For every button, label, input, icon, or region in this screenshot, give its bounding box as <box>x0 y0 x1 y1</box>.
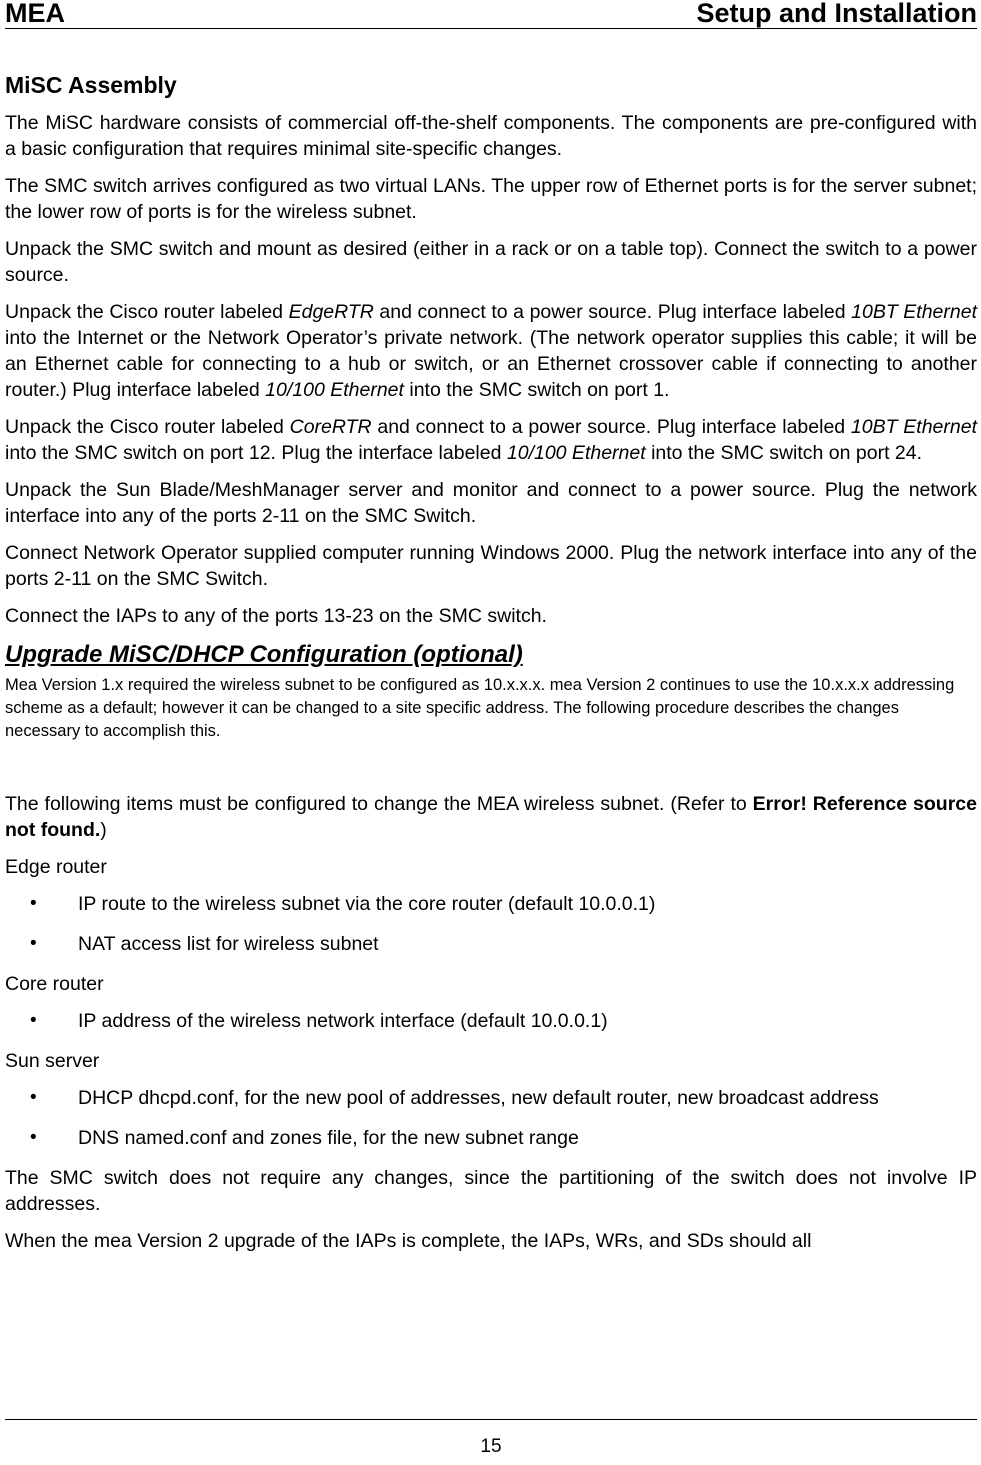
list-item-text: IP route to the wireless subnet via the core router (default 10.0.0.1) <box>78 893 656 915</box>
page-number: 15 <box>480 1436 502 1457</box>
error-reference: Error! Reference source not found. <box>5 793 977 841</box>
text-run: Unpack the Cisco router labeled <box>5 416 290 438</box>
header-left: MEA <box>5 0 65 28</box>
italic-run: CoreRTR <box>289 416 372 438</box>
paragraph-edge-router <box>5 299 977 403</box>
sun-server-list <box>5 1085 977 1151</box>
section-title: MiSC Assembly <box>5 72 177 98</box>
text-run: into the Internet or the Network Operator’s private network. (The network operator supplies this cable; it will be an Ethernet cable for connecting to a hub or switch, or an Ethernet crossover cable if connecting to another router.) Plug interface labeled <box>5 327 977 401</box>
list-item <box>5 891 977 917</box>
edge-router-list <box>5 891 977 957</box>
italic-run: 10BT Ethernet <box>850 416 977 438</box>
italic-run: 10/100 Ethernet <box>506 442 646 464</box>
list-item <box>5 1085 977 1111</box>
paragraph-windows-computer: Connect Network Operator supplied computer running Windows 2000. Plug the network interface into any of the ports 2-11 on the SMC Switch. <box>5 542 977 590</box>
paragraph-sun-blade: Unpack the Sun Blade/MeshManager server and monitor and connect to a power source. Plug the network interface into any of the ports 2-11 on the SMC Switch. <box>5 479 977 527</box>
list-item <box>5 1125 977 1151</box>
paragraph-core-router <box>5 414 977 466</box>
upgrade-note: Mea Version 1.x required the wireless subnet to be configured as 10.x.x.x. mea Version 2 continues to use the 10.x.x.x addressing scheme as a default; however it can be changed to a site specific address. The following procedure describes the changes necessary to accomplish this. <box>5 676 955 740</box>
text-run: ) <box>100 819 107 841</box>
list-item-text: DHCP dhcpd.conf, for the new pool of addresses, new default router, new broadcast address <box>78 1087 879 1109</box>
label-core-router: Core router <box>5 973 104 995</box>
bullet-icon: • <box>30 893 37 914</box>
italic-run: 10BT Ethernet <box>851 301 978 323</box>
text-run: and connect to a power source. Plug interface labeled <box>373 301 852 323</box>
bullet-icon: • <box>30 1127 37 1148</box>
page-footer <box>5 1419 977 1457</box>
list-item-text: NAT access list for wireless subnet <box>78 933 379 955</box>
core-router-list <box>5 1008 977 1034</box>
header-right: Setup and Installation <box>696 0 977 28</box>
page-header <box>5 0 977 29</box>
italic-run: EdgeRTR <box>288 301 374 323</box>
paragraph-unpack-switch: Unpack the SMC switch and mount as desired (either in a rack or on a table top). Connect the switch to a power source. <box>5 238 977 286</box>
text-run: and connect to a power source. Plug interface labeled <box>371 416 851 438</box>
bullet-icon: • <box>30 933 37 954</box>
list-item <box>5 931 977 957</box>
label-edge-router: Edge router <box>5 856 107 878</box>
page-body <box>5 70 977 1265</box>
text-run: The following items must be configured to change the MEA wireless subnet. (Refer to <box>5 793 753 815</box>
paragraph-upgrade-complete: When the mea Version 2 upgrade of the IAPs is complete, the IAPs, WRs, and SDs should all <box>5 1230 812 1252</box>
text-run: into the SMC switch on port 12. Plug the interface labeled <box>5 442 507 464</box>
upgrade-title: Upgrade MiSC/DHCP Configuration (optional) <box>5 641 523 668</box>
text-run: into the SMC switch on port 24. <box>645 442 923 464</box>
italic-run: 10/100 Ethernet <box>265 379 404 401</box>
label-sun-server: Sun server <box>5 1050 100 1072</box>
bullet-icon: • <box>30 1010 37 1031</box>
list-item <box>5 1008 977 1034</box>
list-item-text: IP address of the wireless network interface (default 10.0.0.1) <box>78 1010 608 1032</box>
paragraph-items-to-configure <box>5 791 977 843</box>
paragraph-iaps: Connect the IAPs to any of the ports 13-23 on the SMC switch. <box>5 605 547 627</box>
paragraph-smc-no-changes: The SMC switch does not require any changes, since the partitioning of the switch does not involve IP addresses. <box>5 1167 977 1215</box>
text-run: Unpack the Cisco router labeled <box>5 301 289 323</box>
bullet-icon: • <box>30 1087 37 1108</box>
paragraph-hardware: The MiSC hardware consists of commercial off-the-shelf components. The components are pre-configured with a basic configuration that requires minimal site-specific changes. <box>5 112 977 160</box>
list-item-text: DNS named.conf and zones file, for the new subnet range <box>78 1127 579 1149</box>
text-run: into the SMC switch on port 1. <box>403 379 670 401</box>
paragraph-vlans: The SMC switch arrives configured as two virtual LANs. The upper row of Ethernet ports is for the server subnet; the lower row of ports is for the wireless subnet. <box>5 175 977 223</box>
